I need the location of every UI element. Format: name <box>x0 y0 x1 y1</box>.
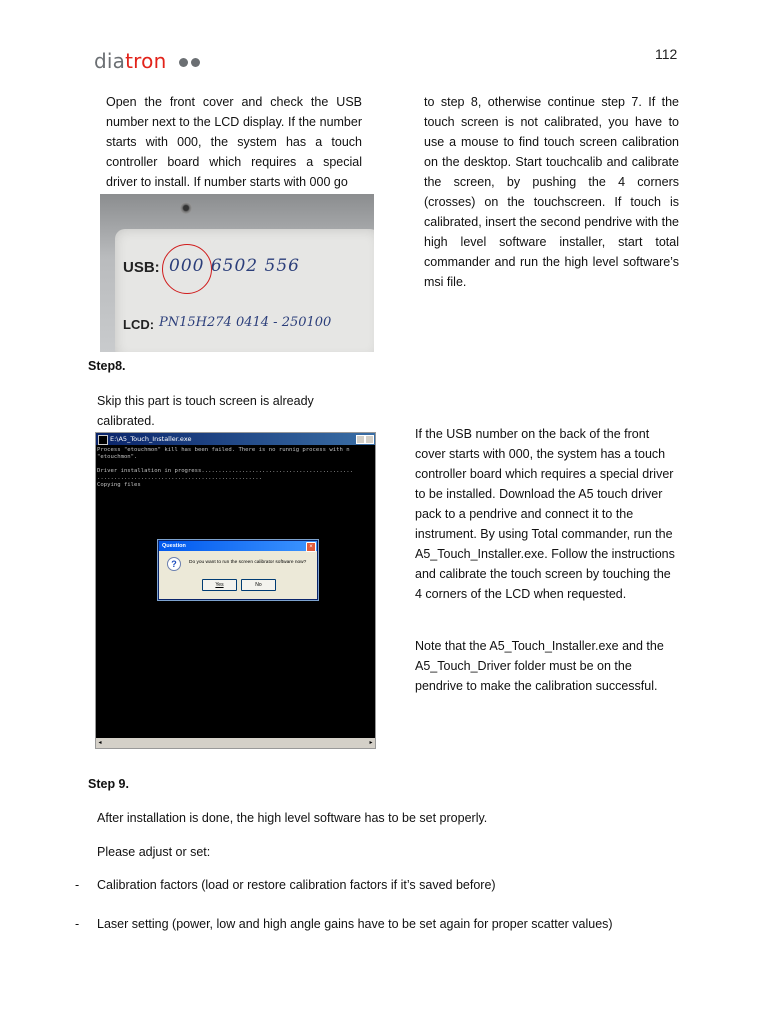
horizontal-scrollbar <box>96 738 375 748</box>
close-icon: × <box>306 542 316 552</box>
bullet-marker: - <box>75 878 80 892</box>
logo-dot-icon <box>191 58 200 67</box>
question-icon: ? <box>167 557 181 571</box>
photo-lcd-number: PN15H274 0414 - 250100 <box>159 315 332 330</box>
usb-label-photo <box>100 194 374 352</box>
console-output: Process "etouchmon" kill has been failed. There is no runnig process with n "etouchmon". Driver installation in progress............................................. ................................................. Copying files <box>97 447 353 488</box>
bullet-marker: - <box>75 917 80 931</box>
console-titlebar <box>96 433 375 445</box>
photo-usb-number: 000 6502 556 <box>169 256 300 276</box>
continuation-paragraph: to step 8, otherwise continue step 7. If the touch screen is not calibrated, you have to use a mouse to find touch screen calibration on the desktop. Start touchcalib and calibrate the screen, by pushing the 4 corners (crosses) on the touchscreen. If touch is calibrated, insert the second pendrive with the high level software installer, start total commander and run the high level software’s msi file. <box>424 95 679 289</box>
logo-text-tron: tron <box>125 49 167 73</box>
minimize-icon <box>356 435 365 444</box>
scroll-right-icon: ▸ <box>369 740 373 746</box>
console-title: E:\A5_Touch_Installer.exe <box>110 435 192 443</box>
step8-text: Skip this part is touch screen is already calibrated. <box>97 394 314 428</box>
maximize-icon <box>365 435 374 444</box>
usb-paragraph: If the USB number on the back of the front cover starts with 000, the system has a touch controller board which requires a special driver to be installed. Download the A5 touch driver pack to a pendrive and connect it to the instrument. By using Total commander, run the A5_Touch_Installer.exe. Follow the instructions and calibrate the touch screen by touching the 4 corners of the LCD when requested. <box>415 427 675 601</box>
installer-console-screenshot <box>95 432 376 749</box>
question-dialog <box>158 540 318 600</box>
step9-adjust-text: Please adjust or set: <box>97 845 211 859</box>
list-item: Laser setting (power, low and high angle gains have to be set again for proper scatter values) <box>97 917 613 931</box>
console-icon <box>98 435 108 445</box>
scroll-left-icon: ◂ <box>98 740 102 746</box>
note-paragraph: Note that the A5_Touch_Installer.exe and the A5_Touch_Driver folder must be on the pendrive to make the calibration successful. <box>415 639 664 693</box>
intro-paragraph: Open the front cover and check the USB number next to the LCD display. If the number starts with 000, the system has a touch controller board which requires a special driver to install. If number starts with 000 go <box>106 95 362 189</box>
screw-icon <box>180 202 192 214</box>
step9-text: After installation is done, the high level software has to be set properly. <box>97 811 488 825</box>
label-card <box>115 229 374 352</box>
photo-lcd-label: LCD: <box>123 317 155 332</box>
logo-text-dia: dia <box>94 49 126 73</box>
page-number: 112 <box>655 46 678 62</box>
diatron-logo <box>94 49 200 73</box>
list-item: Calibration factors (load or restore calibration factors if it’s saved before) <box>97 878 496 892</box>
photo-usb-label: USB: <box>123 259 160 276</box>
logo-dot-icon <box>179 58 188 67</box>
no-button: No <box>241 579 276 591</box>
dialog-message: Do you want to run the screen calibrator software now? <box>189 560 307 565</box>
yes-button: Yes <box>202 579 237 591</box>
step8-heading: Step8. <box>88 359 126 373</box>
dialog-title: Question <box>162 543 186 549</box>
dialog-titlebar <box>159 541 317 551</box>
step9-heading: Step 9. <box>88 777 129 791</box>
